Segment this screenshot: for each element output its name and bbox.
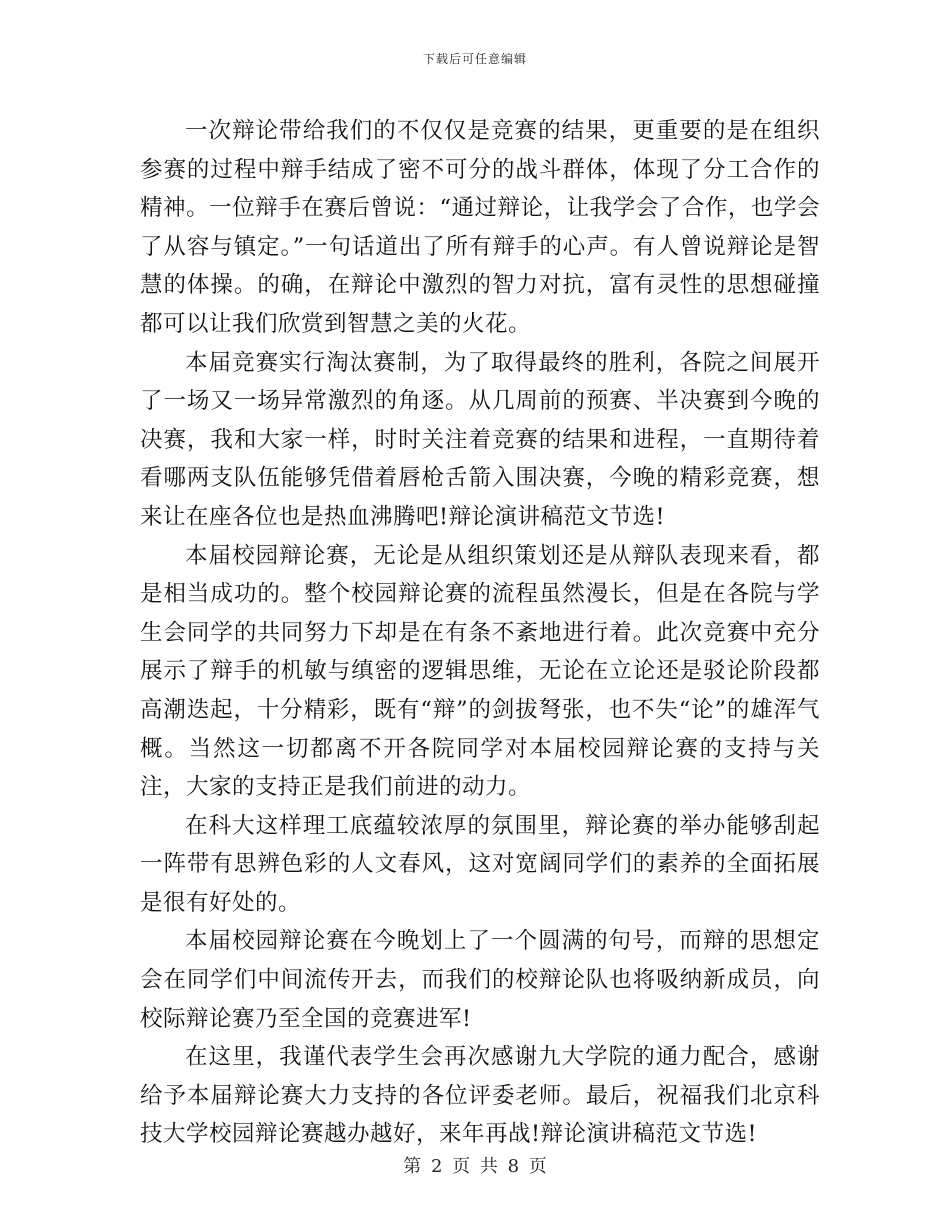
page-header: 下载后可任意编辑 (422, 52, 527, 66)
paragraph-2: 本届竞赛实行淘汰赛制，为了取得最终的胜利，各院之间展开了一场又一场异常激烈的角逐。从几周前的预赛、半决赛到今晚的决赛，我和大家一样，时时关注着竞赛的结果和进程，一直期待着看哪两支队伍能够凭借着唇枪舌箭入围决赛，今晚的精彩竞赛，想来让在座各位也是热血沸腾吧!辩论演讲稿范文节选! (140, 349, 820, 530)
paragraph-1: 一次辩论带给我们的不仅仅是竞赛的结果，更重要的是在组织参赛的过程中辩手结成了密不可分的战斗群体，体现了分工合作的精神。一位辩手在赛后曾说：“通过辩论，让我学会了合作，也学会了从容与镇定。”一句话道出了所有辩手的心声。有人曾说辩论是智慧的体操。的确，在辩论中激烈的智力对抗，富有灵性的思想碰撞都可以让我们欣赏到智慧之美的火花。 (140, 118, 820, 337)
page-number-footer: 第 2 页 共 8 页 (403, 1156, 547, 1177)
paragraph-5: 本届校园辩论赛在今晚划上了一个圆满的句号，而辩的思想定会在同学们中间流传开去，而我们的校辩论队也将吸纳新成员，向校际辩论赛乃至全国的竞赛进军! (140, 928, 820, 1032)
paragraph-3: 本届校园辩论赛，无论是从组织策划还是从辩队表现来看，都是相当成功的。整个校园辩论赛的流程虽然漫长，但是在各院与学生会同学的共同努力下却是在有条不紊地进行着。此次竞赛中充分展示了辩手的机敏与缜密的逻辑思维，无论在立论还是驳论阶段都高潮迭起，十分精彩，既有“辩”的剑拔弩张，也不失“论”的雄浑气概。当然这一切都离不开各院同学对本届校园辩论赛的支持与关注，大家的支持正是我们前进的动力。 (140, 542, 820, 801)
document-body (140, 112, 820, 1154)
paragraph-6: 在这里，我谨代表学生会再次感谢九大学院的通力配合，感谢给予本届辩论赛大力支持的各位评委老师。最后，祝福我们北京科技大学校园辩论赛越办越好，来年再战!辩论演讲稿范文节选! (140, 1044, 820, 1148)
paragraph-4: 在科大这样理工底蕴较浓厚的氛围里，辩论赛的举办能够刮起一阵带有思辨色彩的人文春风，这对宽阔同学们的素养的全面拓展是很有好处的。 (140, 812, 820, 916)
